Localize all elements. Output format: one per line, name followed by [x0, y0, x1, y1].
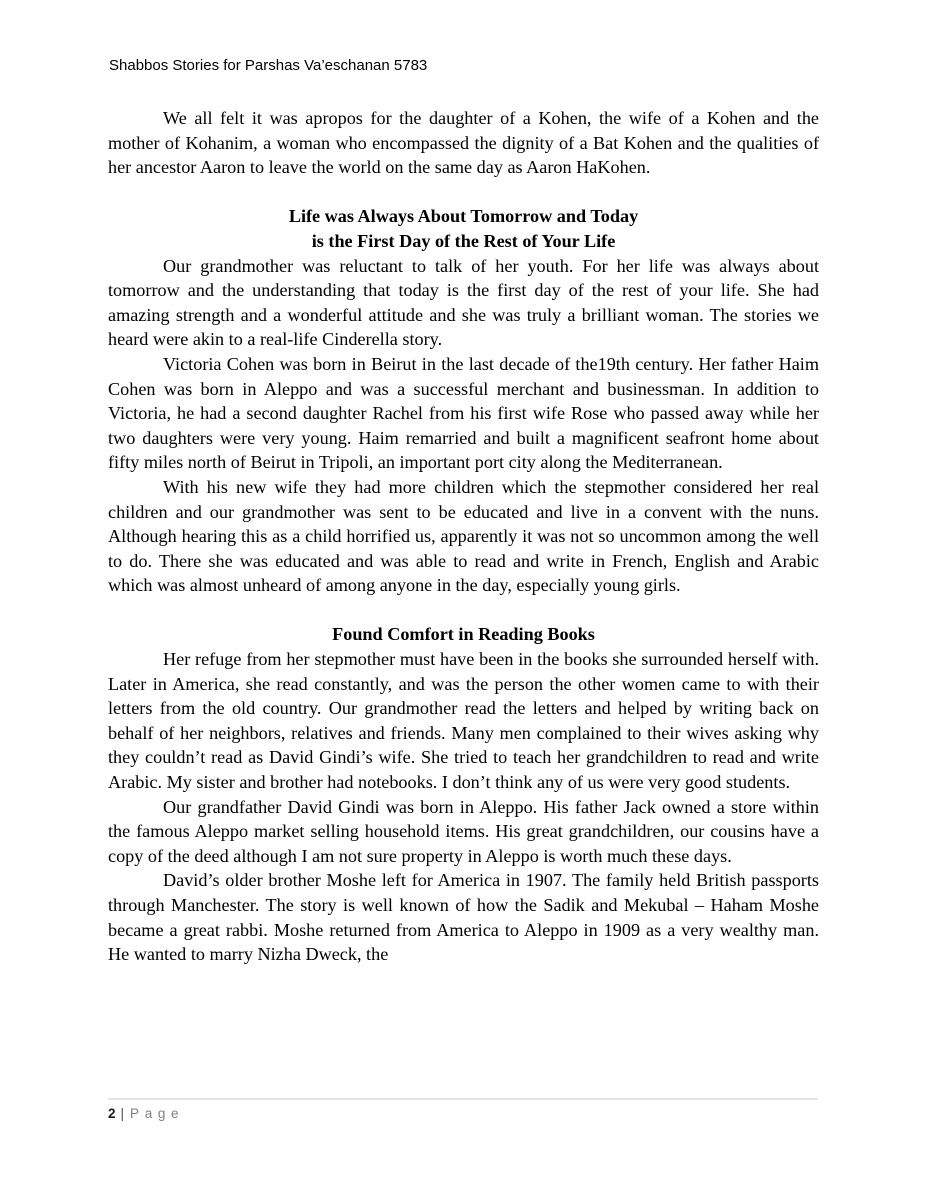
footer-divider [108, 1098, 818, 1100]
body-paragraph: With his new wife they had more children which the stepmother considered her real children and our grandmother was sent to be educated and live in a convent with the nuns. Although hearing this as a child horrified us, apparently it was not so uncommon among the well to do. There she was educated and was able to read and write in French, English and Arabic which was almost unheard of among anyone in the day, especially young girls. [108, 476, 819, 596]
footer-page-number: 2 [108, 1106, 116, 1121]
body-paragraph: Our grandfather David Gindi was born in Aleppo. His father Jack owned a store within the famous Aleppo market selling household items. His great grandchildren, our cousins have a copy of the deed although I am not sure property in Aleppo is worth much these days. [108, 796, 819, 866]
document-header [109, 56, 820, 75]
section-heading-line: Life was Always About Tomorrow and Today [288, 206, 639, 227]
body-paragraph: David’s older brother Moshe left for America in 1907. The family held British passports through Manchester. The story is well known of how the Sadik and Mekubal – Haham Moshe became a great rabbi. Moshe returned from America to Aleppo in 1909 as a very wealthy man. He wanted to marry Nizha Dweck, the [108, 870, 819, 965]
section-heading-line: is the First Day of the Rest of Your Life [311, 230, 616, 251]
section-heading-line: Found Comfort in Reading Books [332, 624, 595, 645]
body-paragraph: Victoria Cohen was born in Beirut in the last decade of the19th century. Her father Haim Cohen was born in Aleppo and was a successful merchant and businessman. In addition to Victoria, he had a second daughter Rachel from his first wife Rose who passed away while her two daughters were very young. Haim remarried and built a magnificent seafront home about fifty miles north of Beirut in Tripoli, an important port city along the Mediterranean. [108, 353, 819, 473]
footer-separator: | [120, 1106, 125, 1121]
footer-page-label: Page [130, 1106, 185, 1121]
section-heading [108, 204, 819, 253]
body-paragraph: We all felt it was apropos for the daughter of a Kohen, the wife of a Kohen and the mother of Kohanim, a woman who encompassed the dignity of a Bat Kohen and the qualities of her ancestor Aaron to leave the world on the same day as Aaron HaKohen. [108, 108, 819, 178]
document-body [108, 106, 819, 967]
body-paragraph: Her refuge from her stepmother must have been in the books she surrounded herself with. Later in America, she read constantly, and was the person the other women came to with their letters from the old country. Our grandmother read the letters and helped by writing back on behalf of her neighbors, relatives and friends. Many men complained to their wives asking why they couldn’t read as David Gindi’s wife. She tried to teach her grandchildren to read and write Arabic. My sister and brother had notebooks. I don’t think any of us were very good students. [108, 649, 819, 793]
footer-page-indicator [108, 1106, 819, 1121]
body-paragraph: Our grandmother was reluctant to talk of her youth. For her life was always about tomorrow and the understanding that today is the first day of the rest of your life. She had amazing strength and a wonderful attitude and she was truly a brilliant woman. The stories we heard were akin to a real-life Cinderella story. [108, 255, 819, 350]
document-footer [108, 1098, 819, 1121]
section-heading [108, 622, 819, 647]
header-title: Shabbos Stories for Parshas Va’eschanan 5783 [109, 57, 428, 74]
